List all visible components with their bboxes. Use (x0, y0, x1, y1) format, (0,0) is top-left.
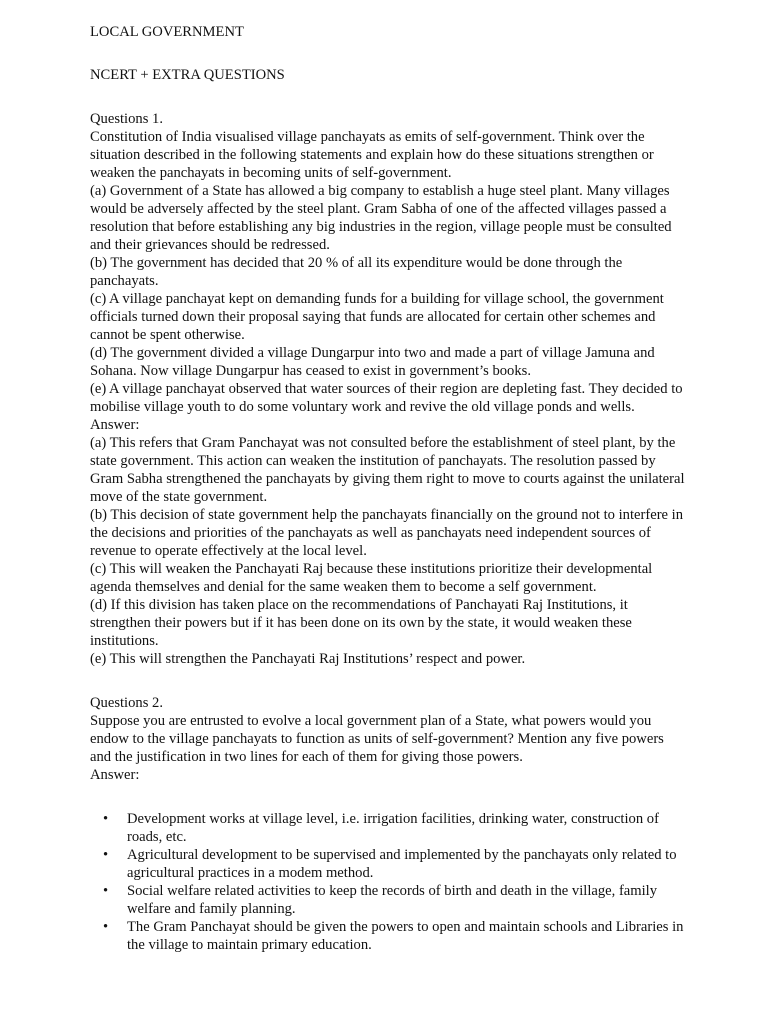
question-1-answer-label: Answer: (90, 417, 140, 433)
question-1-statement-b: (b) The government has decided that 20 % of all its expenditure would be done through the panchayats. (90, 255, 623, 289)
question-1-statement-d: (d) The government divided a village Dungarpur into two and made a part of village Jamuna and Sohana. Now village Dungarpur has ceased to exist in government’s books. (90, 345, 655, 379)
question-2-section (90, 694, 688, 954)
question-1-answer-b: (b) This decision of state government help the panchayats financially on the ground not to interfere in the decisions and priorities of the panchayats as well as panchayats need independent sources of revenue to operate effectively at the local level. (90, 507, 684, 559)
question-2-label: Questions 2. (90, 695, 163, 711)
section-spacer (90, 668, 688, 694)
question-2-answer-label: Answer: (90, 767, 140, 783)
question-1-statement-e: (e) A village panchayat observed that water sources of their region are depleting fast. They decided to mobilise village youth to do some voluntary work and revive the old village ponds and wells. (90, 381, 683, 415)
bullet-icon: • (103, 919, 109, 935)
list-item (90, 918, 688, 954)
list-item-text: Development works at village level, i.e. irrigation facilities, drinking water, construction of roads, etc. (127, 811, 659, 845)
list-item-text: Agricultural development to be supervised and implemented by the panchayats only related to agricultural practices in a modem method. (127, 847, 677, 881)
document-subtitle: NCERT + EXTRA QUESTIONS (90, 67, 285, 83)
list-item (90, 846, 688, 882)
answer-bullet-list (90, 810, 688, 954)
list-item (90, 810, 688, 846)
question-1-label: Questions 1. (90, 111, 163, 127)
question-1-answer-a: (a) This refers that Gram Panchayat was not consulted before the establishment of steel plant, by the state government. This action can weaken the institution of panchayats. The resolution passed by Gram Sabha strengthened the panchayats by giving them right to move to courts against the unilateral move of the state government. (90, 435, 685, 505)
list-item-text: The Gram Panchayat should be given the powers to open and maintain schools and Libraries in the village to maintain primary education. (127, 919, 684, 953)
question-1-intro: Constitution of India visualised village panchayats as emits of self-government. Think over the situation described in the following statements and explain how do these situations strengthen or weaken the panchayats in becoming units of self-government. (90, 129, 654, 181)
question-2-text: Suppose you are entrusted to evolve a local government plan of a State, what powers would you endow to the village panchayats to function as units of self-government? Mention any five powers and the justification in two lines for each of them for giving those powers. (90, 713, 664, 765)
bullet-icon: • (103, 811, 109, 827)
list-item-text: Social welfare related activities to keep the records of birth and death in the village, family welfare and family planning. (127, 883, 658, 917)
question-1-answer-e: (e) This will strengthen the Panchayati Raj Institutions’ respect and power. (90, 651, 526, 667)
list-item (90, 882, 688, 918)
question-1-answer-c: (c) This will weaken the Panchayati Raj because these institutions prioritize their developmental agenda themselves and denial for the same weaken them to become a self government. (90, 561, 653, 595)
bullet-icon: • (103, 883, 109, 899)
question-1-statement-a: (a) Government of a State has allowed a big company to establish a huge steel plant. Many villages would be adversely affected by the steel plant. Gram Sabha of one of the affected villages passed a resolution that before establishing any big industries in the region, village people must be consulted and their grievances should be redressed. (90, 183, 672, 253)
document-title: LOCAL GOVERNMENT (90, 24, 244, 40)
question-1-answer-d: (d) If this division has taken place on the recommendations of Panchayati Raj Institutions, it strengthen their powers but if it has been done on its own by the state, it would weaken these institutions. (90, 597, 632, 649)
question-1-statement-c: (c) A village panchayat kept on demanding funds for a building for village school, the government officials turned down their proposal saying that funds are allocated for certain other schemes and cannot be spent otherwise. (90, 291, 664, 343)
question-1-section (90, 110, 688, 668)
bullet-icon: • (103, 847, 109, 863)
